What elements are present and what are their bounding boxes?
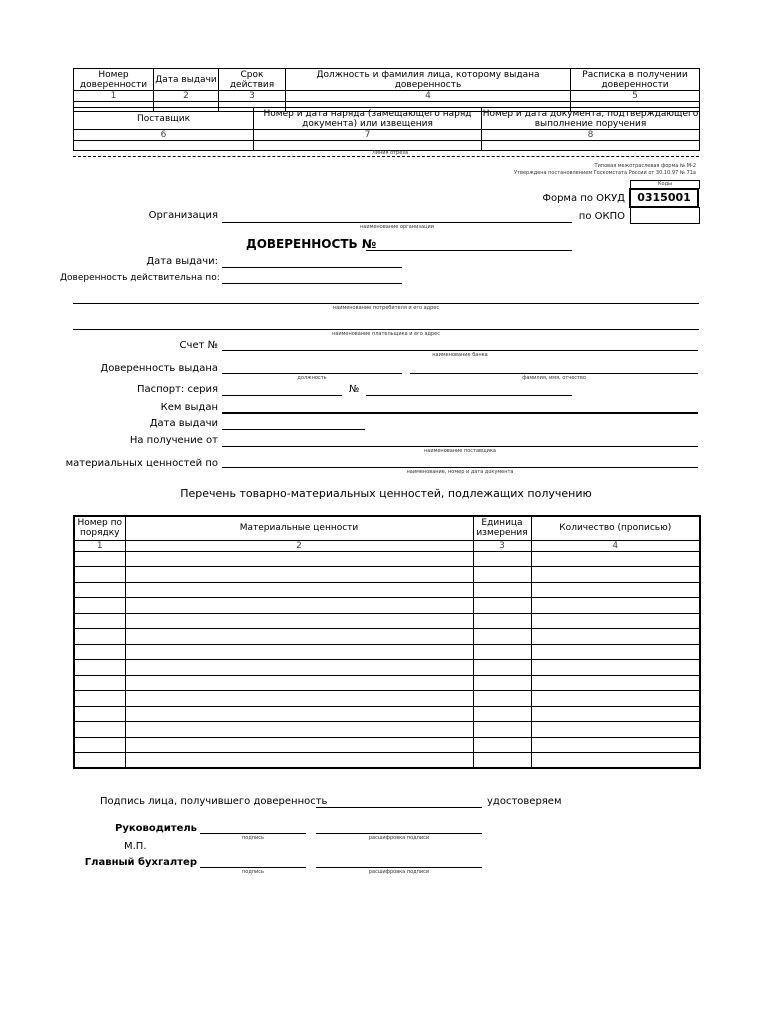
cell-empty[interactable]	[254, 141, 482, 151]
table-cell[interactable]	[531, 753, 700, 769]
table-cell[interactable]	[531, 598, 700, 614]
col-number: 8	[482, 130, 700, 141]
accountant-decode-field[interactable]	[316, 867, 482, 868]
table-cell[interactable]	[125, 629, 473, 645]
table-cell[interactable]	[125, 644, 473, 660]
consumer-field[interactable]	[73, 303, 699, 304]
passport-number-field[interactable]	[366, 395, 572, 396]
valid-until-label: Доверенность действительна по:	[60, 273, 220, 283]
table-cell[interactable]	[74, 567, 125, 583]
table-cell[interactable]	[74, 660, 125, 676]
head-label: Руководитель	[114, 823, 197, 834]
position-caption: должность	[297, 375, 327, 381]
passport-date-field[interactable]	[222, 429, 365, 430]
table-cell[interactable]	[473, 675, 531, 691]
table-cell[interactable]	[125, 613, 473, 629]
account-field[interactable]	[222, 350, 698, 351]
table-cell[interactable]	[74, 629, 125, 645]
bank-caption: наименование банка	[432, 352, 488, 358]
header-order: Номер и дата наряда (замещающего наряд документа) или извещения	[254, 108, 482, 130]
fio-caption: фамилия, имя, отчество	[522, 375, 586, 381]
table-cell[interactable]	[473, 598, 531, 614]
col-number: 2	[154, 91, 219, 102]
table-cell[interactable]	[125, 582, 473, 598]
accountant-decode-caption: расшифровка подписи	[368, 869, 430, 875]
table-cell[interactable]	[125, 567, 473, 583]
cut-line-label: Линия отреза	[371, 150, 409, 156]
table-cell[interactable]	[473, 582, 531, 598]
table-cell[interactable]	[473, 722, 531, 738]
codes-header: Коды	[630, 180, 700, 189]
position-field[interactable]	[222, 373, 402, 374]
col-number: 4	[286, 91, 571, 102]
table-cell[interactable]	[531, 722, 700, 738]
table-cell[interactable]	[74, 753, 125, 769]
list-title: Перечень товарно-материальных ценностей, подлежащих получению	[180, 487, 592, 500]
table-cell[interactable]	[74, 675, 125, 691]
table-row	[74, 675, 700, 691]
table-cell[interactable]	[531, 644, 700, 660]
col-number: 4	[531, 540, 700, 551]
table-cell[interactable]	[473, 644, 531, 660]
table-cell[interactable]	[125, 691, 473, 707]
typical-form-note: Типовая межотраслевая форма № М-2	[594, 163, 696, 169]
passport-number-label: №	[349, 384, 360, 395]
document-caption: наименование, номер и дата документа	[406, 469, 514, 475]
table-cell[interactable]	[473, 706, 531, 722]
table-row	[74, 737, 700, 753]
col-number: 3	[219, 91, 286, 102]
table-cell[interactable]	[125, 706, 473, 722]
organization-label: Организация	[148, 210, 218, 221]
table-cell[interactable]	[74, 613, 125, 629]
cell-empty[interactable]	[482, 141, 700, 151]
materials-label: материальных ценностей по	[65, 458, 218, 469]
issue-date-field[interactable]	[222, 267, 402, 268]
table-cell[interactable]	[531, 567, 700, 583]
table-cell[interactable]	[473, 753, 531, 769]
col-number: 3	[473, 540, 531, 551]
table-cell[interactable]	[125, 551, 473, 567]
table-row	[74, 706, 700, 722]
table-cell[interactable]	[531, 629, 700, 645]
table-row	[74, 613, 700, 629]
table-row	[74, 598, 700, 614]
organization-field[interactable]	[222, 222, 572, 223]
table-cell[interactable]	[473, 613, 531, 629]
head-signature-field[interactable]	[200, 833, 306, 834]
supplier-caption: наименование поставщика	[424, 448, 496, 454]
account-label: Счет №	[179, 340, 218, 351]
table-cell[interactable]	[473, 691, 531, 707]
table-cell[interactable]	[125, 737, 473, 753]
accountant-signature-caption: подпись	[242, 869, 264, 875]
passport-series-field[interactable]	[222, 395, 342, 396]
table-cell[interactable]	[125, 660, 473, 676]
cut-line	[73, 156, 699, 157]
header-power-number: Номер доверенности	[74, 69, 154, 91]
fio-field[interactable]	[410, 373, 698, 374]
col-number: 2	[125, 540, 473, 551]
head-decode-caption: расшифровка подписи	[368, 835, 430, 841]
valid-until-field[interactable]	[222, 283, 402, 284]
okpo-code[interactable]	[630, 207, 700, 224]
okud-label: Форма по ОКУД	[542, 193, 625, 204]
table-row	[74, 551, 700, 567]
table-cell[interactable]	[531, 613, 700, 629]
table-row	[74, 722, 700, 738]
table-cell[interactable]	[74, 706, 125, 722]
document-title: ДОВЕРЕННОСТЬ №	[246, 237, 377, 251]
table-row	[74, 567, 700, 583]
passport-date-label: Дата выдачи	[149, 418, 218, 429]
approval-note: Утверждена постановлением Госкомстата России от 30.10.97 № 71а	[514, 170, 696, 176]
table-cell[interactable]	[74, 722, 125, 738]
table-row	[74, 582, 700, 598]
payer-caption: наименование плательщика и его адрес	[332, 331, 440, 337]
table-cell[interactable]	[531, 582, 700, 598]
table-cell[interactable]	[125, 675, 473, 691]
issued-by-label: Кем выдан	[160, 402, 218, 413]
table-cell[interactable]	[74, 551, 125, 567]
header-confirm-doc: Номер и дата документа, подтверждающего выполнение поручения	[482, 108, 699, 129]
recipient-signature-field[interactable]	[316, 807, 482, 808]
okpo-label: по ОКПО	[578, 211, 625, 222]
organization-caption: наименование организации	[359, 224, 435, 230]
col-number: 5	[571, 91, 700, 102]
header-supplier: Поставщик	[74, 108, 254, 130]
table-cell[interactable]	[531, 551, 700, 567]
table-cell[interactable]	[74, 598, 125, 614]
cell-empty[interactable]	[74, 141, 254, 151]
table-cell[interactable]	[125, 598, 473, 614]
header-person: Должность и фамилия лица, которому выдана доверенность	[286, 69, 571, 91]
header-materials: Материальные ценности	[125, 516, 473, 540]
table-cell[interactable]	[125, 753, 473, 769]
table-cell[interactable]	[531, 675, 700, 691]
table-cell[interactable]	[473, 660, 531, 676]
col-number: 1	[74, 540, 125, 551]
table-row	[74, 753, 700, 769]
table-cell[interactable]	[74, 582, 125, 598]
header-validity: Срок действия	[219, 69, 286, 91]
table-cell[interactable]	[125, 722, 473, 738]
accountant-label: Главный бухгалтер	[84, 857, 197, 868]
certify-text: удостоверяем	[487, 796, 562, 807]
accountant-signature-field[interactable]	[200, 867, 306, 868]
col-number: 1	[74, 91, 154, 102]
issued-to-label: Доверенность выдана	[100, 363, 218, 374]
table-row	[74, 660, 700, 676]
col-number: 6	[74, 130, 254, 141]
table-cell[interactable]	[74, 644, 125, 660]
table-cell[interactable]	[74, 737, 125, 753]
payer-field[interactable]	[73, 329, 699, 330]
table-cell[interactable]	[473, 629, 531, 645]
document-field[interactable]	[222, 467, 698, 468]
head-signature-caption: подпись	[242, 835, 264, 841]
header-issue-date: Дата выдачи	[154, 69, 219, 91]
table-cell[interactable]	[531, 660, 700, 676]
okud-code: 0315001	[629, 188, 699, 208]
receive-from-label: На получение от	[129, 435, 218, 446]
issued-by-field[interactable]	[222, 412, 698, 414]
table-cell[interactable]	[473, 567, 531, 583]
receipt-table-bottom	[73, 107, 700, 151]
table-cell[interactable]	[531, 691, 700, 707]
recipient-signature-label: Подпись лица, получившего доверенность	[100, 796, 328, 807]
table-row	[74, 644, 700, 660]
head-decode-field[interactable]	[316, 833, 482, 834]
power-number-field[interactable]	[366, 250, 572, 251]
table-cell[interactable]	[473, 551, 531, 567]
table-row	[74, 691, 700, 707]
header-unit: Единица измерения	[473, 516, 531, 540]
table-cell[interactable]	[473, 737, 531, 753]
col-number: 7	[254, 130, 482, 141]
stamp-label: М.П.	[124, 841, 147, 852]
table-cell[interactable]	[531, 706, 700, 722]
header-receipt: Расписка в получении доверенности	[571, 69, 700, 91]
receipt-table-top	[73, 68, 700, 112]
consumer-caption: наименование потребителя и его адрес	[332, 305, 440, 311]
table-row	[74, 629, 700, 645]
header-row-number: Номер по порядку	[74, 516, 125, 540]
header-quantity: Количество (прописью)	[531, 516, 700, 540]
passport-label: Паспорт: серия	[136, 384, 218, 395]
table-cell[interactable]	[74, 691, 125, 707]
table-cell[interactable]	[531, 737, 700, 753]
supplier-field[interactable]	[222, 446, 698, 447]
materials-table	[73, 515, 701, 769]
issue-date-label: Дата выдачи:	[146, 256, 218, 267]
